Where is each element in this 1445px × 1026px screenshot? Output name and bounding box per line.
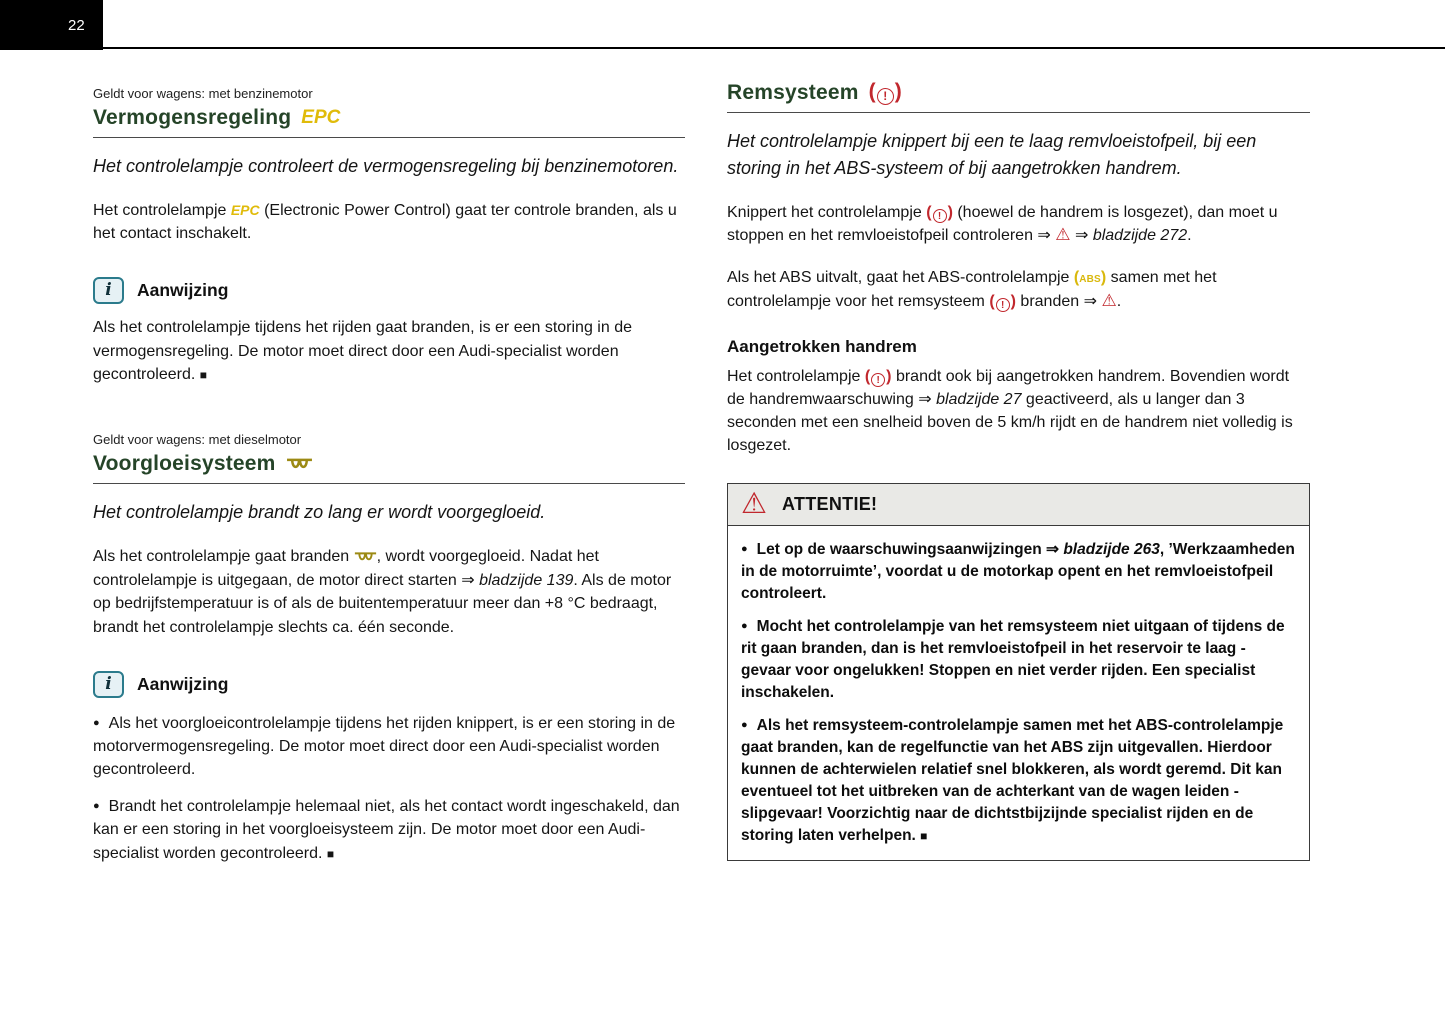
lead-paragraph: Het controlelampje knippert bij een te laag remvloeistofpeil, bij een storing in het ABS-systeem of bij aangetrokken handrem. [727,131,1257,178]
header-rule [0,47,1445,49]
warning-triangle-icon: ⚠ [1101,290,1117,310]
section-title-text: Remsysteem [727,80,859,104]
warning-box-body [728,526,1309,860]
warning-item: ● Mocht het controlelampje van het remsysteem niet uitgaan of tijdens de rit gaan branden, dan is het remvloeistofpeil in het reservoir te laag - gevaar voor ongelukken! Stoppen en niet verder rijden. Een specialist inschakelen. [741,617,1285,701]
list-item: ● Brandt het controlelampje helemaal niet, als het contact wordt ingeschakeld, dan kan er een storing in het voorgloeisysteem zijn. De motor moet door een Audi-specialist worden gecontroleerd. ■ [93,798,680,862]
lead-paragraph: Het controlelampje brandt zo lang er wordt voorgegloeid. [93,501,546,522]
note-title: Aanwijzing [137,673,229,694]
section-vermogensregeling [93,86,685,386]
paragraph: Het controlelampje ( ! ) brandt ook bij aangetrokken handrem. Bovendien wordt de handremwaarschuwing ⇒ bladzijde 27 geactiveerd, als u langer dan 3 seconden met een snelheid boven de 5 km/h rijdt en de handrem niet volledig is losgezet. [727,367,1293,455]
glow-plug-icon [354,546,377,569]
epc-indicator-icon: EPC [230,202,260,218]
right-column [727,80,1310,861]
note-header [93,671,685,698]
warning-item: ● Als het remsysteem-controlelampje samen met het ABS-controlelampje gaat branden, kan de regelfunctie van het ABS zijn uitgevallen. Hierdoor kunnen de achterwielen relatief snel blokkeren, als wordt geremd. Dit kan eventueel tot het uitbreken van de achterkant van de wagen leiden - slipgevaar! Voorzichtig naar de dichtstbijzijnde specialist rijden en de storing laten verhelpen. ■ [741,716,1284,844]
paragraph: Het controlelampje EPC (Electronic Power Control) gaat ter controle branden, als u het contact inschakelt. [93,202,677,243]
applicability-note: Geldt voor wagens: met benzinemotor [93,86,313,101]
info-icon: i [93,671,124,698]
warning-title: ATTENTIE! [782,493,878,514]
section-title [93,452,685,484]
warning-item: ● Let op de waarschuwingsaanwijzingen ⇒ bladzijde 263, ’Werkzaamheden in de motorruimte’, voordat u de motorkap opent en het remvloeistofpeil controleert. [741,540,1295,602]
section-remsysteem [727,80,1310,861]
note-paragraph: Als het controlelampje tijdens het rijden gaat branden, is er een storing in de vermogensregeling. De motor moet direct door een Audi-specialist worden gecontroleerd. ■ [93,319,632,383]
epc-indicator-icon: EPC [301,107,341,128]
paragraph: Als het ABS uitvalt, gaat het ABS-controlelampje (ABS) samen met het controlelampje voor het remsysteem ( ! ) branden ⇒ ⚠. [727,269,1217,311]
abs-warning-icon: (ABS) [1073,269,1107,287]
warning-box [727,483,1310,861]
glow-plug-icon [286,452,313,476]
section-title [727,80,1310,113]
section-title-text: Voorgloeisysteem [93,451,276,475]
paragraph: Als het controlelampje gaat branden , wordt voorgegloeid. Nadat het controlelampje is uitgegaan, de motor direct starten ⇒ bladzijde 139. Als de motor op bedrijfstemperatuur is of als de buitentemperatuur meer dan +8 °C bedraagt, brandt het controlelampje slechts ca. één seconde. [93,547,672,636]
applicability-note: Geldt voor wagens: met dieselmotor [93,431,302,447]
left-column [93,80,685,865]
note-block [93,277,685,386]
warning-triangle-icon: ⚠ [741,487,767,520]
brake-warning-icon: ( ! ) [926,204,953,222]
brake-warning-icon: ( ! ) [864,367,892,386]
info-icon: i [93,277,124,304]
section-title [93,106,685,138]
brake-warning-icon: ( ! ) [989,292,1016,311]
warning-triangle-icon: ⚠ [1055,225,1071,245]
note-block [93,671,685,865]
list-item: ● Als het voorgloeicontrolelampje tijdens het rijden knippert, is er een storing in de motorvermogensregeling. De motor moet direct door een Audi-specialist worden gecontroleerd. [93,714,676,779]
warning-box-header [728,484,1309,526]
brake-warning-icon: ( ! ) [868,80,902,103]
page-number-box [0,0,103,50]
note-title: Aanwijzing [137,280,229,301]
page-number: 22 [68,16,85,34]
lead-paragraph: Het controlelampje controleert de vermogensregeling bij benzinemotoren. [93,156,679,176]
section-title-text: Vermogensregeling [93,106,292,129]
section-voorgloeisysteem [93,432,685,865]
subsection-title: Aangetrokken handrem [727,336,917,356]
note-header [93,277,685,304]
paragraph: Knippert het controlelampje ( ! ) (hoewel de handrem is losgezet), dan moet u stoppen en het remvloeistofpeil controleren ⇒ ⚠ ⇒ bladzijde 272. [727,204,1278,245]
